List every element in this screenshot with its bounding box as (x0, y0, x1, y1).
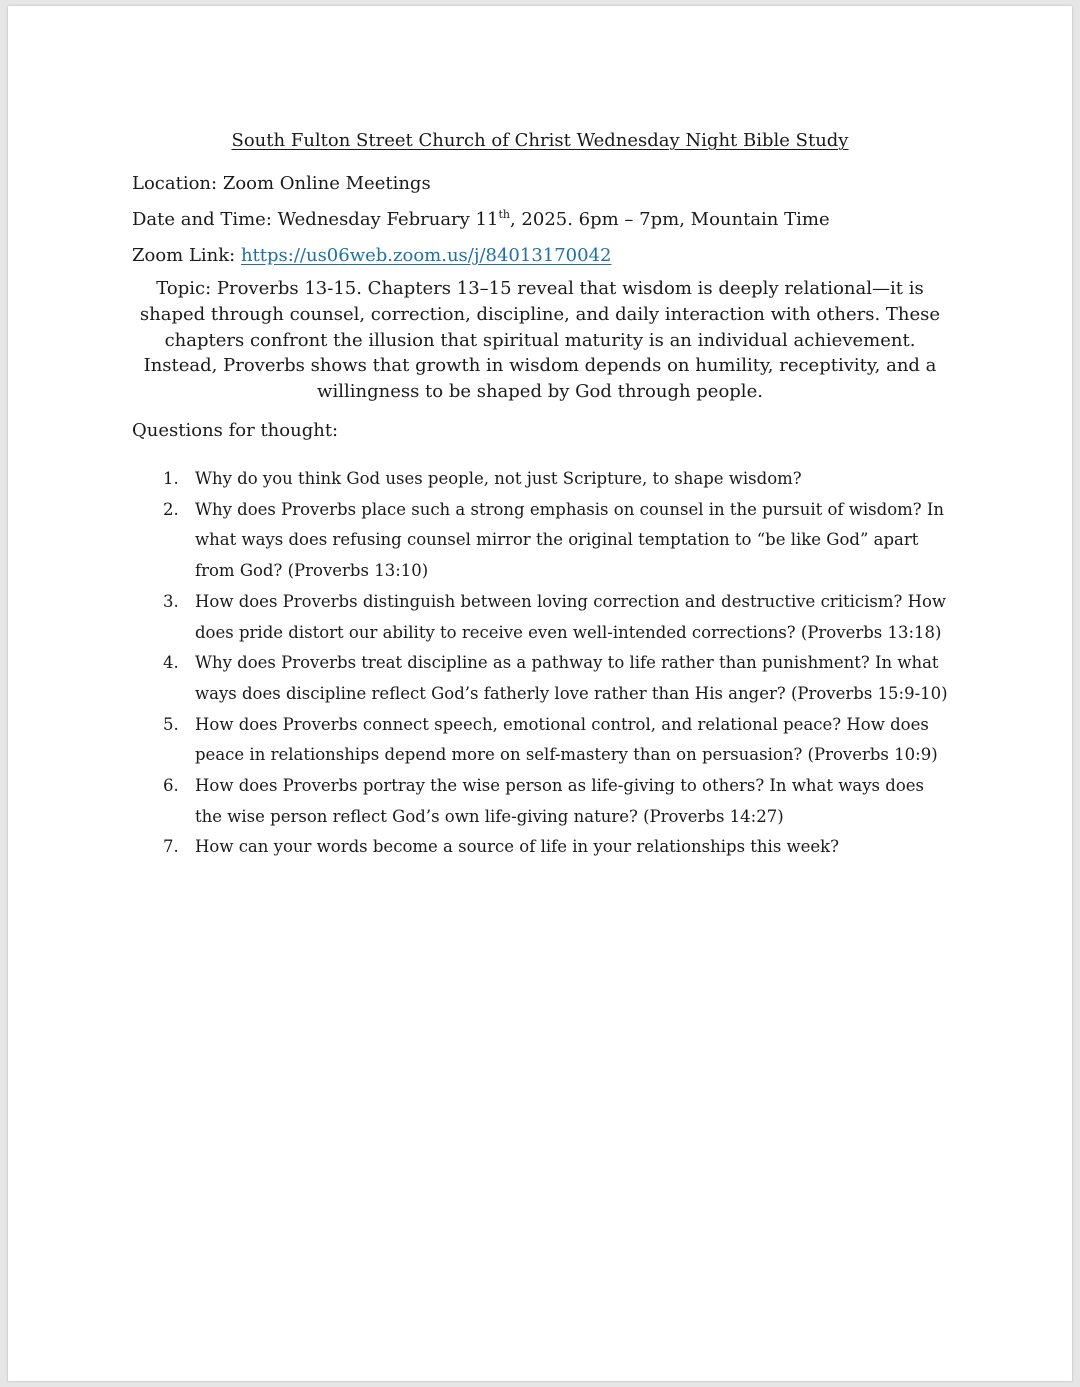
question-number: 2. (163, 499, 179, 519)
zoom-link[interactable]: https://us06web.zoom.us/j/84013170042 (240, 245, 612, 266)
question-number: 6. (163, 776, 179, 796)
question-number: 5. (163, 714, 179, 734)
datetime-day: Wednesday February 11 (277, 209, 499, 230)
location-value: Zoom Online Meetings (222, 173, 431, 194)
question-item (8, 710, 955, 771)
datetime-suffix: th (498, 208, 510, 221)
zoom-line (132, 244, 611, 268)
questions-list (8, 464, 1072, 863)
question-item (8, 648, 955, 709)
topic-paragraph: Topic: Proverbs 13-15. Chapters 13–15 reveal that wisdom is deeply relational—it is shaped through counsel, correction, discipline, and daily interaction with others. These chapters confront the illusion that spiritual maturity is an individual achievement. Instead, Proverbs shows that growth in wisdom depends on humility, receptivity, and a willingness to be shaped by God through people. (139, 278, 941, 403)
document-title: South Fulton Street Church of Christ Wednesday Night Bible Study (231, 130, 849, 151)
location-line (132, 172, 431, 196)
question-text: How does Proverbs portray the wise person as life-giving to others? In what ways does the wise person reflect God’s own life-giving nature? (Proverbs 14:27) (195, 776, 924, 826)
question-number: 1. (163, 469, 179, 488)
datetime-rest: , 2025. 6pm – 7pm, Mountain Time (509, 209, 830, 230)
question-item (8, 464, 955, 495)
datetime-label: Date and Time: (132, 209, 278, 230)
question-text: How does Proverbs distinguish between loving correction and destructive criticism? How does pride distort our ability to receive even well-intended corrections? (Proverbs 13:18) (195, 591, 947, 642)
datetime-line (132, 208, 830, 232)
question-text: How does Proverbs connect speech, emotional control, and relational peace? How does peace in relationships depend more on self-mastery than on persuasion? (Proverbs 10:9) (195, 714, 938, 765)
question-item (8, 495, 955, 587)
question-item (8, 771, 955, 832)
document-page (8, 6, 1072, 1381)
question-text: How can your words become a source of life in your relationships this week? (195, 837, 840, 857)
question-number: 4. (163, 653, 179, 673)
location-label: Location: (132, 173, 223, 194)
questions-label: Questions for thought: (132, 420, 339, 441)
zoom-label: Zoom Link: (132, 245, 241, 266)
question-text: Why do you think God uses people, not just Scripture, to shape wisdom? (195, 469, 802, 488)
question-number: 7. (163, 837, 179, 857)
question-number: 3. (163, 591, 179, 611)
question-text: Why does Proverbs treat discipline as a pathway to life rather than punishment? In what ways does discipline reflect God’s fatherly love rather than His anger? (Proverbs 15:9-10) (195, 653, 948, 703)
question-text: Why does Proverbs place such a strong emphasis on counsel in the pursuit of wisdom? In what ways does refusing counsel mirror the original temptation to “be like God” apart from God? (Proverbs 13:10) (195, 499, 945, 581)
question-item (8, 832, 955, 863)
question-item (8, 587, 955, 648)
